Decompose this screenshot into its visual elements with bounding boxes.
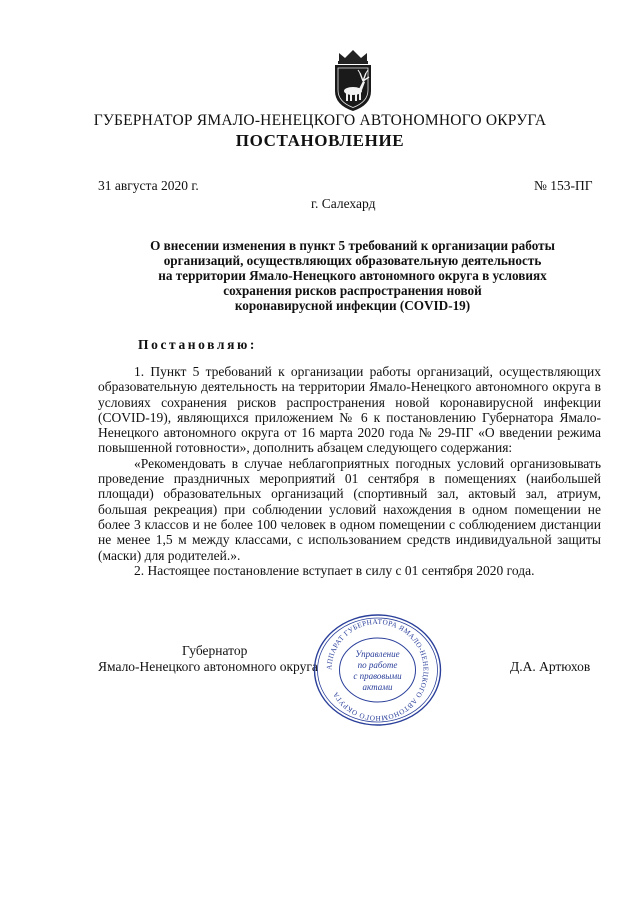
- subject-line: на территории Ямало-Ненецкого автономного округа в условиях: [158, 268, 547, 283]
- coat-of-arms-icon: [329, 49, 377, 113]
- subject-line: сохранения рисков распространения новой: [223, 283, 482, 298]
- document-body: [98, 364, 601, 578]
- paragraph: 2. Настоящее постановление вступает в силу с 01 сентября 2020 года.: [134, 562, 535, 578]
- signer-name: Д.А. Артюхов: [510, 659, 591, 674]
- subject-line: коронавирусной инфекции (COVID-19): [234, 298, 471, 313]
- stamp-center-line: по работе: [357, 660, 398, 670]
- signer-title-line1: Губернатор: [182, 643, 248, 658]
- signer-title-line2: Ямало-Ненецкого автономного округа: [98, 659, 318, 674]
- document-number: № 153-ПГ: [534, 178, 593, 193]
- official-stamp: [310, 613, 445, 727]
- stamp-ring-text: АППАРАТ ГУБЕРНАТОРА ЯМАЛО-НЕНЕЦКОГО АВТОНОМНОГО ОКРУГА: [325, 617, 430, 723]
- decree-word: Постановляю:: [138, 337, 257, 352]
- governor-title: ГУБЕРНАТОР ЯМАЛО-НЕНЕЦКОГО АВТОНОМНОГО ОКРУГА: [93, 112, 547, 129]
- paragraph: 1. Пункт 5 требований к организации работы организаций, осуществляющих образовательную деятельность на территории Ямало-Ненецкого автономного округа в условиях сохранения рисков распространения новой коронавирусной инфекции (COVID-19), являющихся приложением № 6 к постановлению Губернатора Ямало-Ненецкого автономного округа от 16 марта 2020 года № 29-ПГ «О введении режима повышенной готовности», дополнить абзацем следующего содержания:: [98, 364, 601, 456]
- document-type: ПОСТАНОВЛЕНИЕ: [235, 131, 405, 150]
- stamp-center-line: с правовыми: [353, 671, 402, 681]
- document-date: 31 августа 2020 г.: [98, 178, 199, 193]
- stamp-center-line: Управление: [355, 649, 400, 659]
- paragraph: «Рекомендовать в случае неблагоприятных погодных условий организовывать проведение праздничных мероприятий 01 сентября в помещениях (наибольшей площади) образовательных организаций (спортивный зал, актовый зал, атриум, большая рекреация) при соблюдении условий нахождения в одном помещении не более 3 классов и не более 100 человек в одном помещении с соблюдением дистанции не менее 1,5 м между классами, с использованием средств индивидуальной защиты (маски) для родителей.».: [98, 455, 601, 563]
- document-subject: [110, 238, 595, 313]
- stamp-center-line: актами: [362, 682, 393, 692]
- subject-line: О внесении изменения в пункт 5 требований к организации работы: [150, 238, 555, 253]
- subject-line: организаций, осуществляющих образовательную деятельность: [163, 253, 542, 268]
- document-city: г. Салехард: [311, 196, 376, 211]
